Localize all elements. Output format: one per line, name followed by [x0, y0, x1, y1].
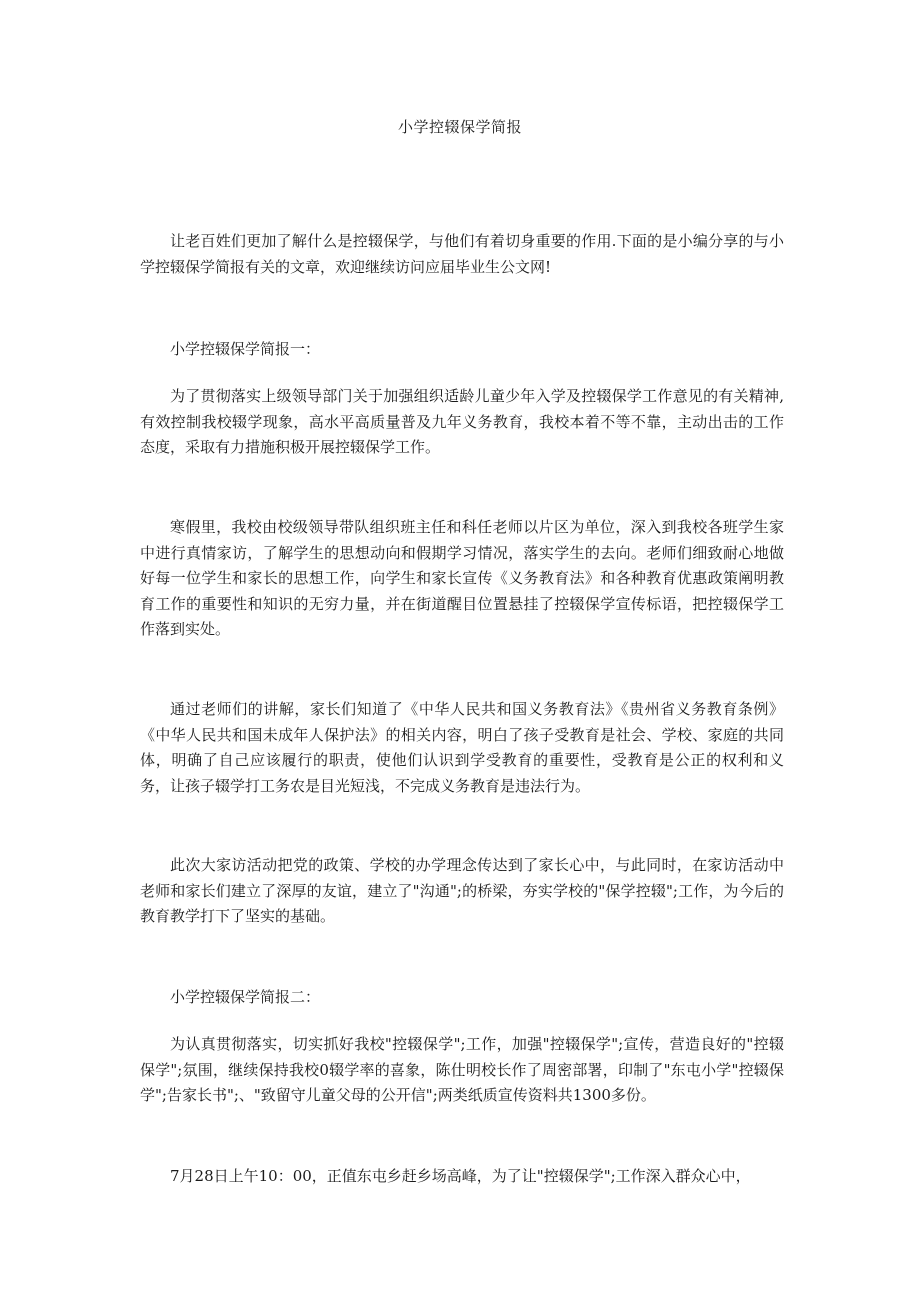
- section-1-paragraph-2: 寒假里，我校由校级领导带队组织班主任和科任老师以片区为单位，深入到我校各班学生家中进行真情家访，了解学生的思想动向和假期学习情况，落实学生的去向。老师们细致耐心地做好每一位学生和家长的思想工作，向学生和家长宣传《义务教育法》和各种教育优惠政策阐明教育工作的重要性和知识的无穷力量，并在街道醒目位置悬挂了控辍保学宣传标语，把控辍保学工作落到实处。: [140, 518, 784, 639]
- section-2-paragraph-2: 7月28日上午10：00，正值东屯乡赶乡场高峰，为了让"控辍保学";工作深入群众心中，: [170, 1167, 751, 1185]
- section-1-paragraph-4: 此次大家访活动把党的政策、学校的办学理念传达到了家长心中，与此同时，在家访活动中老师和家长们建立了深厚的友谊，建立了"沟通";的桥梁，夯实学校的"保学控辍";工作，为今后的教育教学打下了坚实的基础。: [140, 856, 784, 926]
- section-2-paragraph-1: 为认真贯彻落实，切实抓好我校"控辍保学";工作，加强"控辍保学";宣传，营造良好的"控辍保学";氛围，继续保持我校0辍学率的喜象，陈仕明校长作了周密部署，印制了"东屯小学"控辍保学";告家长书";、"致留守儿童父母的公开信";两类纸质宣传资料共1300多份。: [140, 1035, 784, 1105]
- intro-paragraph: 让老百姓们更加了解什么是控辍保学，与他们有着切身重要的作用.下面的是小编分享的与小学控辍保学简报有关的文章，欢迎继续访问应届毕业生公文网!: [140, 232, 784, 276]
- section-heading-2: 小学控辍保学简报二：: [170, 988, 321, 1006]
- section-1-paragraph-1: 为了贯彻落实上级领导部门关于加强组织适龄儿童少年入学及控辍保学工作意见的有关精神,有效控制我校辍学现象，高水平高质量普及九年义务教育，我校本着不等不靠，主动出击的工作态度，采取有力措施积极开展控辍保学工作。: [140, 387, 784, 457]
- document-title: 小学控辍保学简报: [397, 118, 522, 136]
- section-1-paragraph-3: 通过老师们的讲解，家长们知道了《中华人民共和国义务教育法》《贵州省义务教育条例》《中华人民共和国未成年人保护法》的相关内容，明白了孩子受教育是社会、学校、家庭的共同体，明确了自己应该履行的职责，使他们认识到学受教育的重要性，受教育是公正的权利和义务，让孩子辍学打工务农是目光短浅，不完成义务教育是违法行为。: [140, 700, 784, 795]
- section-heading-1: 小学控辍保学简报一：: [170, 340, 321, 358]
